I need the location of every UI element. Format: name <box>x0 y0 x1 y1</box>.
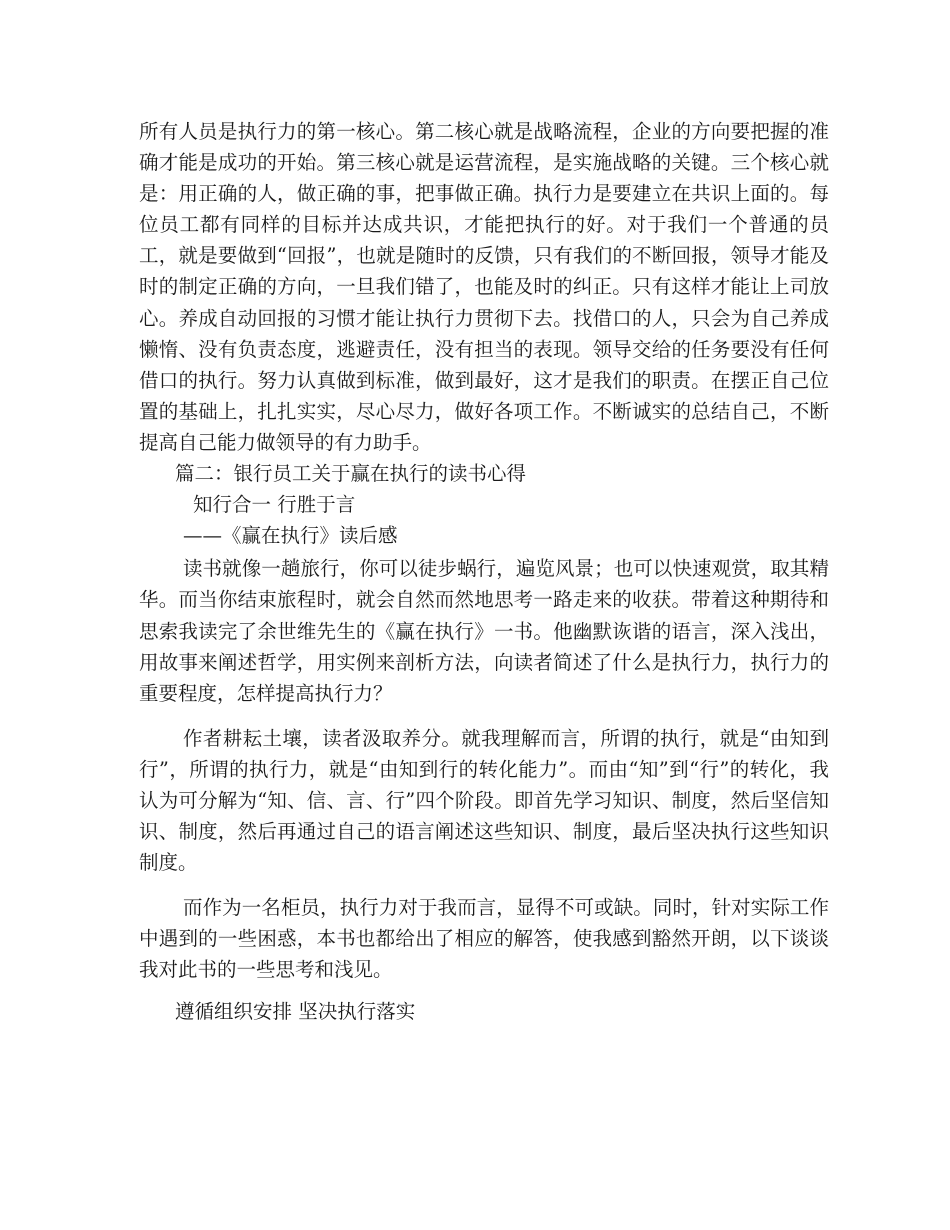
body-paragraph: 读书就像一趟旅行，你可以徒步蜗行，遍览风景；也可以快速观赏，取其精华。而当你结束旅程时，就会自然而然地思考一路走来的收获。带着这种期待和思索我读完了余世维先生的《赢在执行》一书。他幽默诙谐的语言，深入浅出，用故事来阐述哲学，用实例来剖析方法，向读者简述了什么是执行力，执行力的重要程度，怎样提高执行力？ <box>139 557 829 705</box>
body-paragraph: 所有人员是执行力的第一核心。第二核心就是战略流程，企业的方向要把握的准确才能是成功的开始。第三核心就是运营流程，是实施战略的关键。三个核心就是：用正确的人，做正确的事，把事做正确。执行力是要建立在共识上面的。每位员工都有同样的目标并达成共识，才能把执行的好。对于我们一个普通的员工，就是要做到“回报”，也就是随时的反馈，只有我们的不断回报，领导才能及时的制定正确的方向，一旦我们错了，也能及时的纠正。只有这样才能让上司放心。养成自动回报的习惯才能让执行力贯彻下去。找借口的人，只会为自己养成懒惰、没有负责态度，逃避责任，没有担当的表现。领导交给的任务要没有任何借口的执行。努力认真做到标准，做到最好，这才是我们的职责。在摆正自己位置的基础上，扎扎实实，尽心尽力，做好各项工作。不断诚实的总结自己，不断提高自己能力做领导的有力助手。 <box>139 120 829 454</box>
section-heading: 篇二：银行员工关于赢在执行的读书心得 <box>175 462 527 486</box>
body-paragraph: 作者耕耘土壤，读者汲取养分。就我理解而言，所谓的执行，就是“由知到行”，所谓的执行力，就是“由知到行的转化能力”。而由“知”到“行”的转化，我认为可分解为“知、信、言、行”四个阶段。即首先学习知识、制度，然后坚信知识、制度，然后再通过自己的语言阐述这些知识、制度，最后坚决执行这些知识制度。 <box>139 726 829 875</box>
document-body <box>139 116 829 1027</box>
section-heading: 遵循组织安排 坚决执行落实 <box>175 999 416 1023</box>
essay-subtitle: ——《赢在执行》读后感 <box>183 524 398 548</box>
essay-title: 知行合一 行胜于言 <box>193 493 356 517</box>
body-paragraph: 而作为一名柜员，执行力对于我而言，显得不可或缺。同时，针对实际工作中遇到的一些困惑，本书也都给出了相应的解答，使我感到豁然开朗，以下谈谈我对此书的一些思考和浅见。 <box>139 896 829 982</box>
